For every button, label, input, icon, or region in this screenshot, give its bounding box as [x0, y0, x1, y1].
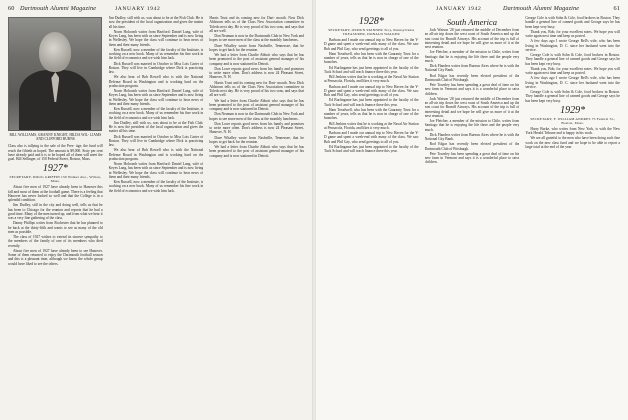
paragraph: Pete Townley has been spending a great deal of time on his new farm in Vermont and says it is a wonderful place to raise children.	[424, 151, 520, 165]
paragraph: Ed Burlingame has just been appointed to the faculty of the Tuck School and will teach finance there this year.	[324, 98, 419, 107]
paragraph: Barbara and I made our annual trip to New Haven for the Y-D game and spent a week-end with many of the class. We saw Bob and Phil Gay, who send greetings to all of you.	[324, 84, 419, 97]
left-page-number: 60	[8, 5, 15, 12]
paragraph: We had a letter from Charlie Abbott who says that he has been promoted to the post of assistant general manager of his company and is now stationed in Detroit.	[209, 145, 304, 158]
paragraph: Ken Russell, now a member of the faculty of the Institute, is working on a new book. Many of us remember his fine work in the field of economics and we wish him luck.	[108, 180, 204, 193]
left-running-title: Dartmouth Alumni Magazine	[20, 5, 97, 12]
paragraph: The class of 1927 wishes to extend its sincere sympathy to the members of the family of one of its members who died recently.	[8, 235, 103, 248]
paragraph: Norm Holcomb writes from Hartford: Daniel Lang, wife of Keyes Lang, has been with us since September and is now living in Wellesley. We hope the class will continue to hear news of them and their many friends.	[108, 162, 204, 179]
paragraph: About five men of 1927 have already been to see Hanover. Some of them returned to enjoy the Dartmouth football season and this is a pleasant time, although we know the whole group would have liked to see the others.	[8, 248, 103, 266]
class-photo	[8, 17, 102, 131]
paragraph: Don Neuman is now in the Dartmouth Club in New York and hopes to see more men of the class at the monthly luncheons.	[209, 112, 304, 121]
paragraph: George Cole is with Sohn & Cole, food brokers in Boston. They handle a general line of canned goods and George says he has been kept very busy.	[525, 16, 620, 29]
paragraph: Dave Whalley wrote from Nashville, Tennessee, that he hopes to get back for the reunion.	[209, 135, 304, 144]
right-col-3	[525, 16, 620, 418]
left-running-head	[0, 5, 312, 14]
class-secretary-1927: SECRETARY, DOUG GRIFFIN 150 Walker Ave., Wilton, Mass.	[9, 175, 102, 184]
paragraph: Don Lowe reports good news from his family and promises to write more often. Don's address is now 24 Pleasant Street, Hanover, N. H.	[209, 121, 304, 135]
paragraph: We had a letter from Charlie Abbott who says that he has been promoted to the post of assistant general manager of his company and is now stationed in Detroit.	[209, 53, 304, 66]
paragraph: We had a letter from Charlie Abbott who says that he has been promoted to the post of assistant general manager of his company and is now stationed in Detroit.	[209, 98, 304, 111]
paragraph: Class also is tallying to the sale of the Pres- tige, the fund will reach the fiftieth as hoped. The amount is $9,000. Sixty per cent have already paid and it is to be hoped all of them will meet the goal. Bill Sellinger, of 150 Federal Street, Boston, Mass.	[8, 144, 103, 162]
class-heading-1928: 1928*	[358, 16, 384, 27]
paragraph: Norm Holcomb writes from Hartford: Daniel Lang, wife of Keyes Lang, has been with us since September and is now living in Wellesley. We hope the class will continue to hear news of them and their many friends.	[108, 29, 204, 47]
paragraph: Harris Trust and its coming new for Dart- mouth. Now Dick Ahlstrom tells us of the Class New Association committee in Toledo next day. He is very proud of his two sons, and says that all are well.	[209, 16, 304, 33]
right-col-2	[425, 16, 520, 418]
class-secretary-1929: SECRETARY, F. WILLIAM ANDRES 75 Federal St., Boston, Mass.	[530, 116, 616, 125]
paragraph: Jim Dudley, still in the city and doing well, tells us that he has been to Chicago for the reunion and reports that he had a good time. Many of the men turned up, and from what we hear it was a very fine gathering of the class.	[8, 203, 103, 221]
left-col-2	[109, 16, 204, 418]
paragraph: Bill Jenkins writes that he is working at the Naval Air Station at Pensacola, Florida, and likes it very much.	[324, 75, 419, 84]
paragraph: We also hear of Bob Rowell who is with the National Defense Board in Washington and is working hard on the production program.	[108, 148, 204, 161]
paragraph: Joe Fletcher, a member of the mission to Chile, writes from Santiago that he is enjoying the life there and the people very much.	[424, 119, 520, 132]
left-col-3	[209, 16, 304, 418]
paragraph: Pete Townley has been spending a great deal of time on his new farm in Vermont and says it is a wonderful place to raise children.	[424, 83, 520, 96]
paragraph: Don Neuman is now in the Dartmouth Club in New York and hopes to see more men of the class at the monthly luncheons.	[209, 34, 304, 43]
paragraph: Harris Trust and its coming new for Dart- mouth. Now Dick Ahlstrom tells us of the Class New Association committee in Toledo next day. He is very proud of his two sons, and says that all are well.	[209, 80, 304, 98]
paragraph: Jim Dudley, still with us, was about to be at the Fish Club. He is now the president of the local organization and gives the matter all his time.	[108, 16, 204, 29]
left-running-date: JANUARY 1942	[115, 5, 161, 12]
paragraph: Joe Fletcher, a member of the mission to Chile, writes from Santiago that he is enjoying the life there and the people very much.	[424, 50, 520, 63]
paragraph: Dick Russell was married in October to Miss Lois Carter of Boston. They will live in Cambridge where Dick is practicing law.	[108, 134, 204, 147]
paragraph: George Cole is with Sohn & Cole, food brokers in Boston. They handle a general line of canned goods and George says he has been kept very busy.	[525, 90, 620, 103]
paragraph: We also hear of Bob Rowell who is with the National Defense Board in Washington and is working hard on the production program.	[108, 75, 204, 88]
paragraph: Rod Edgar has recently been elected president of the Dartmouth Club of Pittsburgh.	[424, 142, 520, 151]
right-page	[316, 0, 628, 420]
paragraph: Dick Flanders writes from Buenos Aires where he is with the National City Bank.	[424, 132, 520, 141]
paragraph: Ed Burlingame has just been appointed to the faculty of the Tuck School and will teach finance there this year.	[324, 65, 419, 74]
paragraph: Dave Whalley wrote from Nashville, Tennessee, that he hopes to get back for the reunion.	[209, 43, 304, 52]
paragraph: Thank you, Bob, for your excellent notes. We hope you will write again next time and keep us posted.	[525, 66, 620, 75]
paragraph: A few days ago I wrote George Bell's wife, who has been living in Washington, D. C. since her husband went into the service.	[525, 76, 620, 89]
paragraph: Don Lowe reports good news from his family and promises to write more often. Don's address is now 24 Pleasant Street, Hanover, N. H.	[209, 66, 304, 80]
class-heading-1927: 1927*	[42, 163, 68, 175]
right-page-number: 61	[613, 5, 620, 12]
class-secretary-1928: SECRETARY, OSMUN SKINNER Troy, Pennsylvania TREASURER, DONALD WALKER	[328, 28, 415, 36]
paragraph: Harry Burke, who writes from New York, is with the New York Herald Tribune and is happy in his work.	[525, 126, 620, 135]
paragraph: George Cole is with Sohn & Cole, food brokers in Boston. They handle a general line of canned goods and George says he has been kept very busy.	[525, 53, 620, 66]
paragraph: Barbara and I made our annual trip to New Haven for the Y-D game and spent a week-end with many of the class. We saw Bob and Phil Gay, who send greetings to all of you.	[324, 131, 419, 144]
left-columns	[8, 16, 304, 418]
photo-caption: BILL WILLIAMS, GRANNY KNIGHT, HILDA WIL- LIAMS AND CLIFFORD BURNS	[9, 133, 102, 142]
paragraph: Ham Treadwell, who has been with the Guaranty Trust for a number of years, tells us that he is now in charge of one of the branches.	[324, 51, 419, 65]
paragraph: Ken Russell, now a member of the faculty of the Institute, is working on a new book. Many of us remember his fine work in the field of economics and we wish him luck.	[108, 47, 204, 61]
paragraph: Jack Watson '28 just returned the middle of December from an all-air trip down the west coast of South America and up the east coast for Braniff Airways. His account of the trip is full of interesting detail and we hope he will give us more of it at the next reunion.	[424, 28, 520, 49]
paragraph: Rod Edgar has recently been elected president of the Dartmouth Club of Pittsburgh.	[424, 73, 520, 82]
paragraph: Dick Flanders writes from Buenos Aires where he is with the National City Bank.	[424, 64, 520, 73]
right-running-title: Dartmouth Alumni Magazine	[503, 5, 580, 12]
left-page	[0, 0, 312, 420]
section-heading-south-america: South America	[446, 17, 498, 27]
paragraph: Dick Russell was married in October to Miss Lois Carter of Boston. They will live in Cambridge where Dick is practicing law.	[108, 61, 204, 74]
paragraph: Jack Watson '28 just returned the middle of December from an all-air trip down the west coast of South America and up the east coast for Braniff Airways. His account of the trip is full of interesting detail and we hope he will give us more of it at the next reunion.	[424, 96, 520, 118]
class-heading-1929: 1929*	[560, 104, 586, 116]
paragraph: About five men of 1927 have already been to Hanover this fall and most of them at the football game. There is a feeling that Hanover has never looked so well and that the College is in a splendid condition.	[8, 185, 103, 203]
paragraph: Danny Phillips writes from Rochester that he has planned to be back at the thirty-fifth and wants to see as many of the old men as possible.	[8, 221, 103, 234]
paragraph: A few days ago I wrote George Bell's wife, who has been living in Washington, D. C. since her husband went into the service.	[525, 39, 620, 52]
right-running-head	[316, 5, 628, 14]
paragraph: Jim Dudley, still with us, was about to be at the Fish Club. He is now the president of the local organization and gives the matter all his time.	[108, 120, 204, 134]
left-col-1	[8, 16, 103, 418]
paragraph: Thank you, Bob, for your excellent notes. We hope you will write again next time and keep us posted.	[525, 29, 620, 38]
paragraph: Ed Burlingame has just been appointed to the faculty of the Tuck School and will teach finance there this year.	[324, 144, 419, 153]
paragraph: Norm Holcomb writes from Hartford: Daniel Lang, wife of Keyes Lang, has been with us since September and is now living in Wellesley. We hope the class will continue to hear news of them and their many friends.	[108, 89, 204, 106]
right-columns	[324, 16, 620, 418]
paragraph: Barbara and I made our annual trip to New Haven for the Y-D game and spent a week-end with many of the class. We saw Bob and Phil Gay, who send greetings to all of you.	[324, 38, 419, 51]
paragraph: We are all grateful to the men who have been doing such fine work on the new class fund and we hope to be able to report a large total at the end of the year.	[525, 136, 620, 149]
right-col-1	[324, 16, 419, 418]
paragraph: Ham Treadwell, who has been with the Guaranty Trust for a number of years, tells us that he is now in charge of one of the branches.	[324, 107, 419, 121]
paragraph: Bill Jenkins writes that he is working at the Naval Air Station at Pensacola, Florida, and likes it very much.	[324, 121, 419, 130]
right-running-date: JANUARY 1942	[436, 5, 482, 12]
paragraph: Ken Russell, now a member of the faculty of the Institute, is working on a new book. Many of us remember his fine work in the field of economics and we wish him luck.	[108, 107, 204, 120]
